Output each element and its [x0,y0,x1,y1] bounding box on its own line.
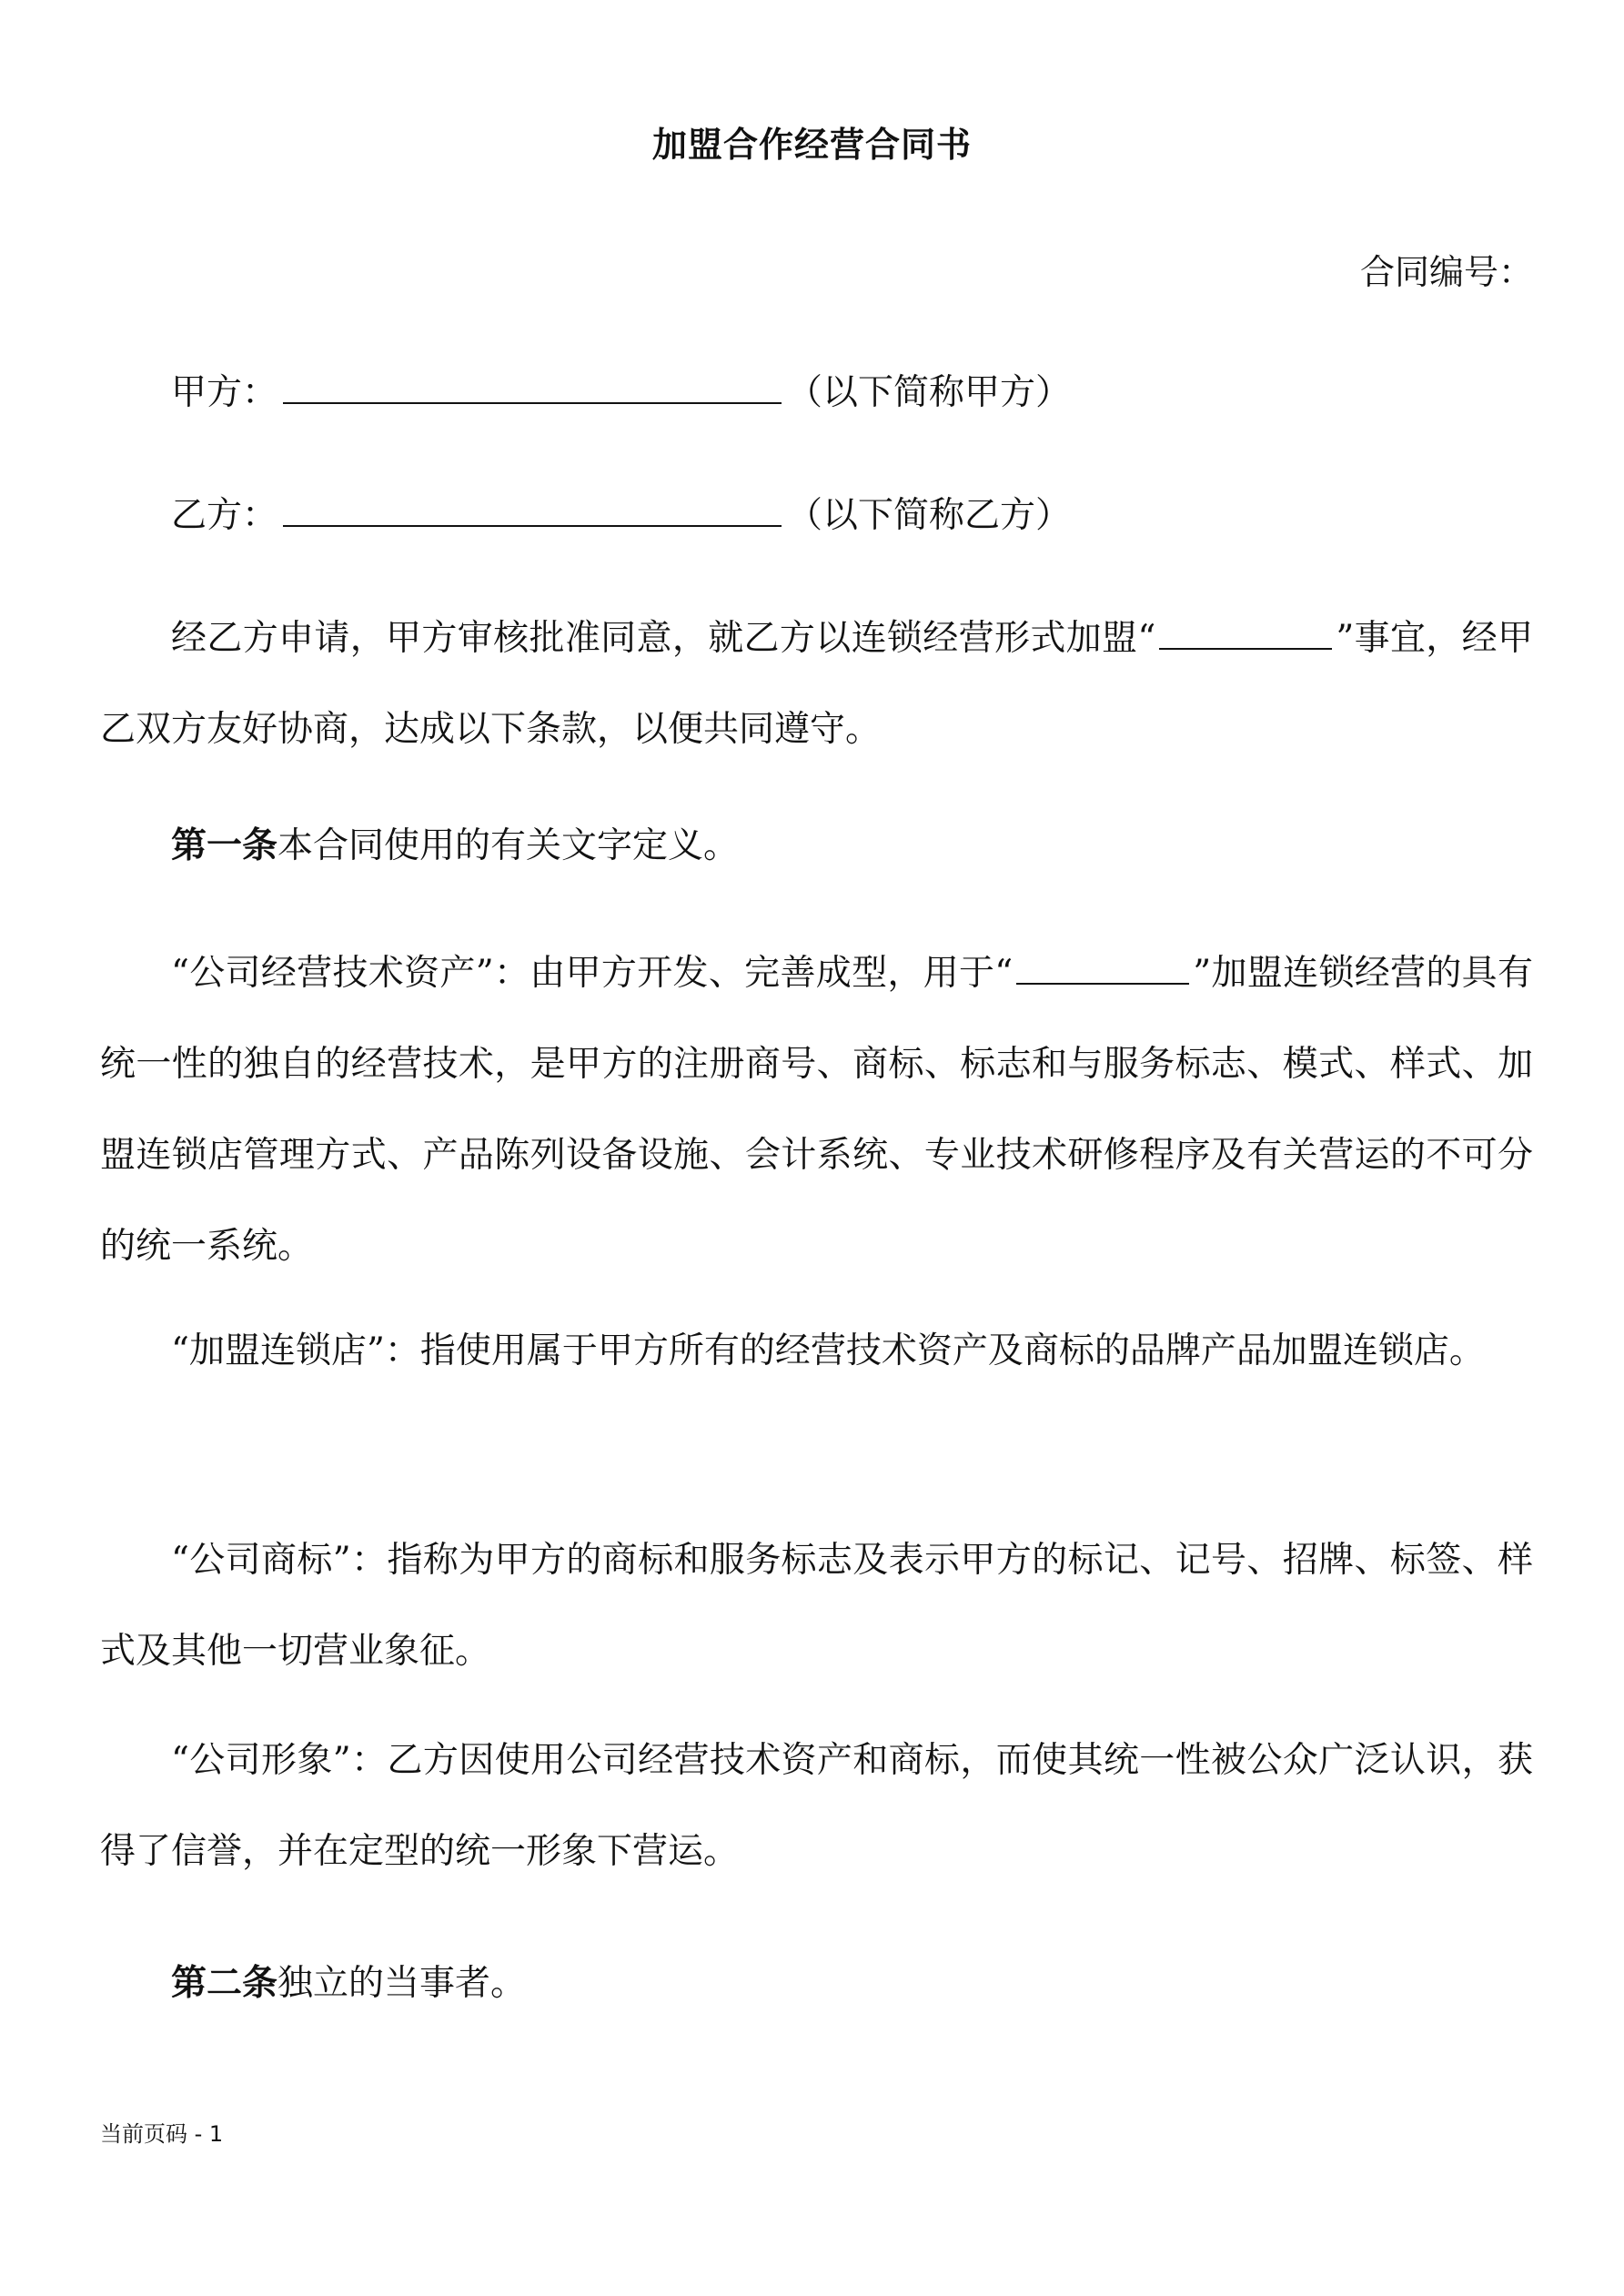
intro-paragraph [100,593,1533,775]
intro-part2: ”事宜，经甲乙双方友好协商，达成以下条款，以便共同遵守。 [100,618,1533,750]
article-2-text: 独立的当事者。 [277,1963,527,2004]
definition-company-trademark: “公司商标”：指称为甲方的商标和服务标志及表示甲方的标记、记号、招牌、标签、样式及其他一切营业象征。 [100,1540,1533,1672]
party-a-line [171,364,1071,415]
page-number-footer: 当前页码 - 1 [100,2121,224,2147]
article-2-heading: 第二条 [171,1963,278,2004]
document-title: 加盟合作经营合同书 [651,125,972,165]
def1-brand-blank [1016,954,1189,985]
definition-franchise-store: “加盟连锁店”：指使用属于甲方所有的经营技术资产及商标的品牌产品加盟连锁店。 [171,1330,1485,1371]
party-a-suffix: （以下简称甲方） [787,372,1072,413]
party-b-label: 乙方： [171,495,278,536]
article-1-text: 本合同使用的有关文字定义。 [277,825,740,866]
party-a-blank [283,373,782,404]
article-1 [100,801,1533,892]
article-2 [100,1938,1533,2029]
brand-blank [1159,619,1332,650]
definition-business-assets [100,928,1533,1292]
party-b-suffix: （以下简称乙方） [787,495,1072,536]
definition-company-image: “公司形象”：乙方因使用公司经营技术资产和商标，而使其统一性被公众广泛认识，获得了信誉，并在定型的统一形象下营运。 [100,1740,1533,1872]
def1-part1: “公司经营技术资产”：由甲方开发、完善成型，用于“ [171,953,1014,994]
def1-part2: ”加盟连锁经营的具有统一性的独自的经营技术，是甲方的注册商号、商标、标志和与服务标志、模式、样式、加盟连锁店管理方式、产品陈列设备设施、会计系统、专业技术研修程序及有关营运的不可分的统一系统。 [100,953,1533,1267]
intro-part1: 经乙方申请，甲方审核批准同意，就乙方以连锁经营形式加盟“ [171,618,1156,659]
party-b-line [171,487,1071,538]
contract-number-label: 合同编号： [1359,252,1533,292]
party-a-label: 甲方： [171,372,278,413]
article-1-heading: 第一条 [171,825,278,866]
party-b-blank [283,496,782,527]
